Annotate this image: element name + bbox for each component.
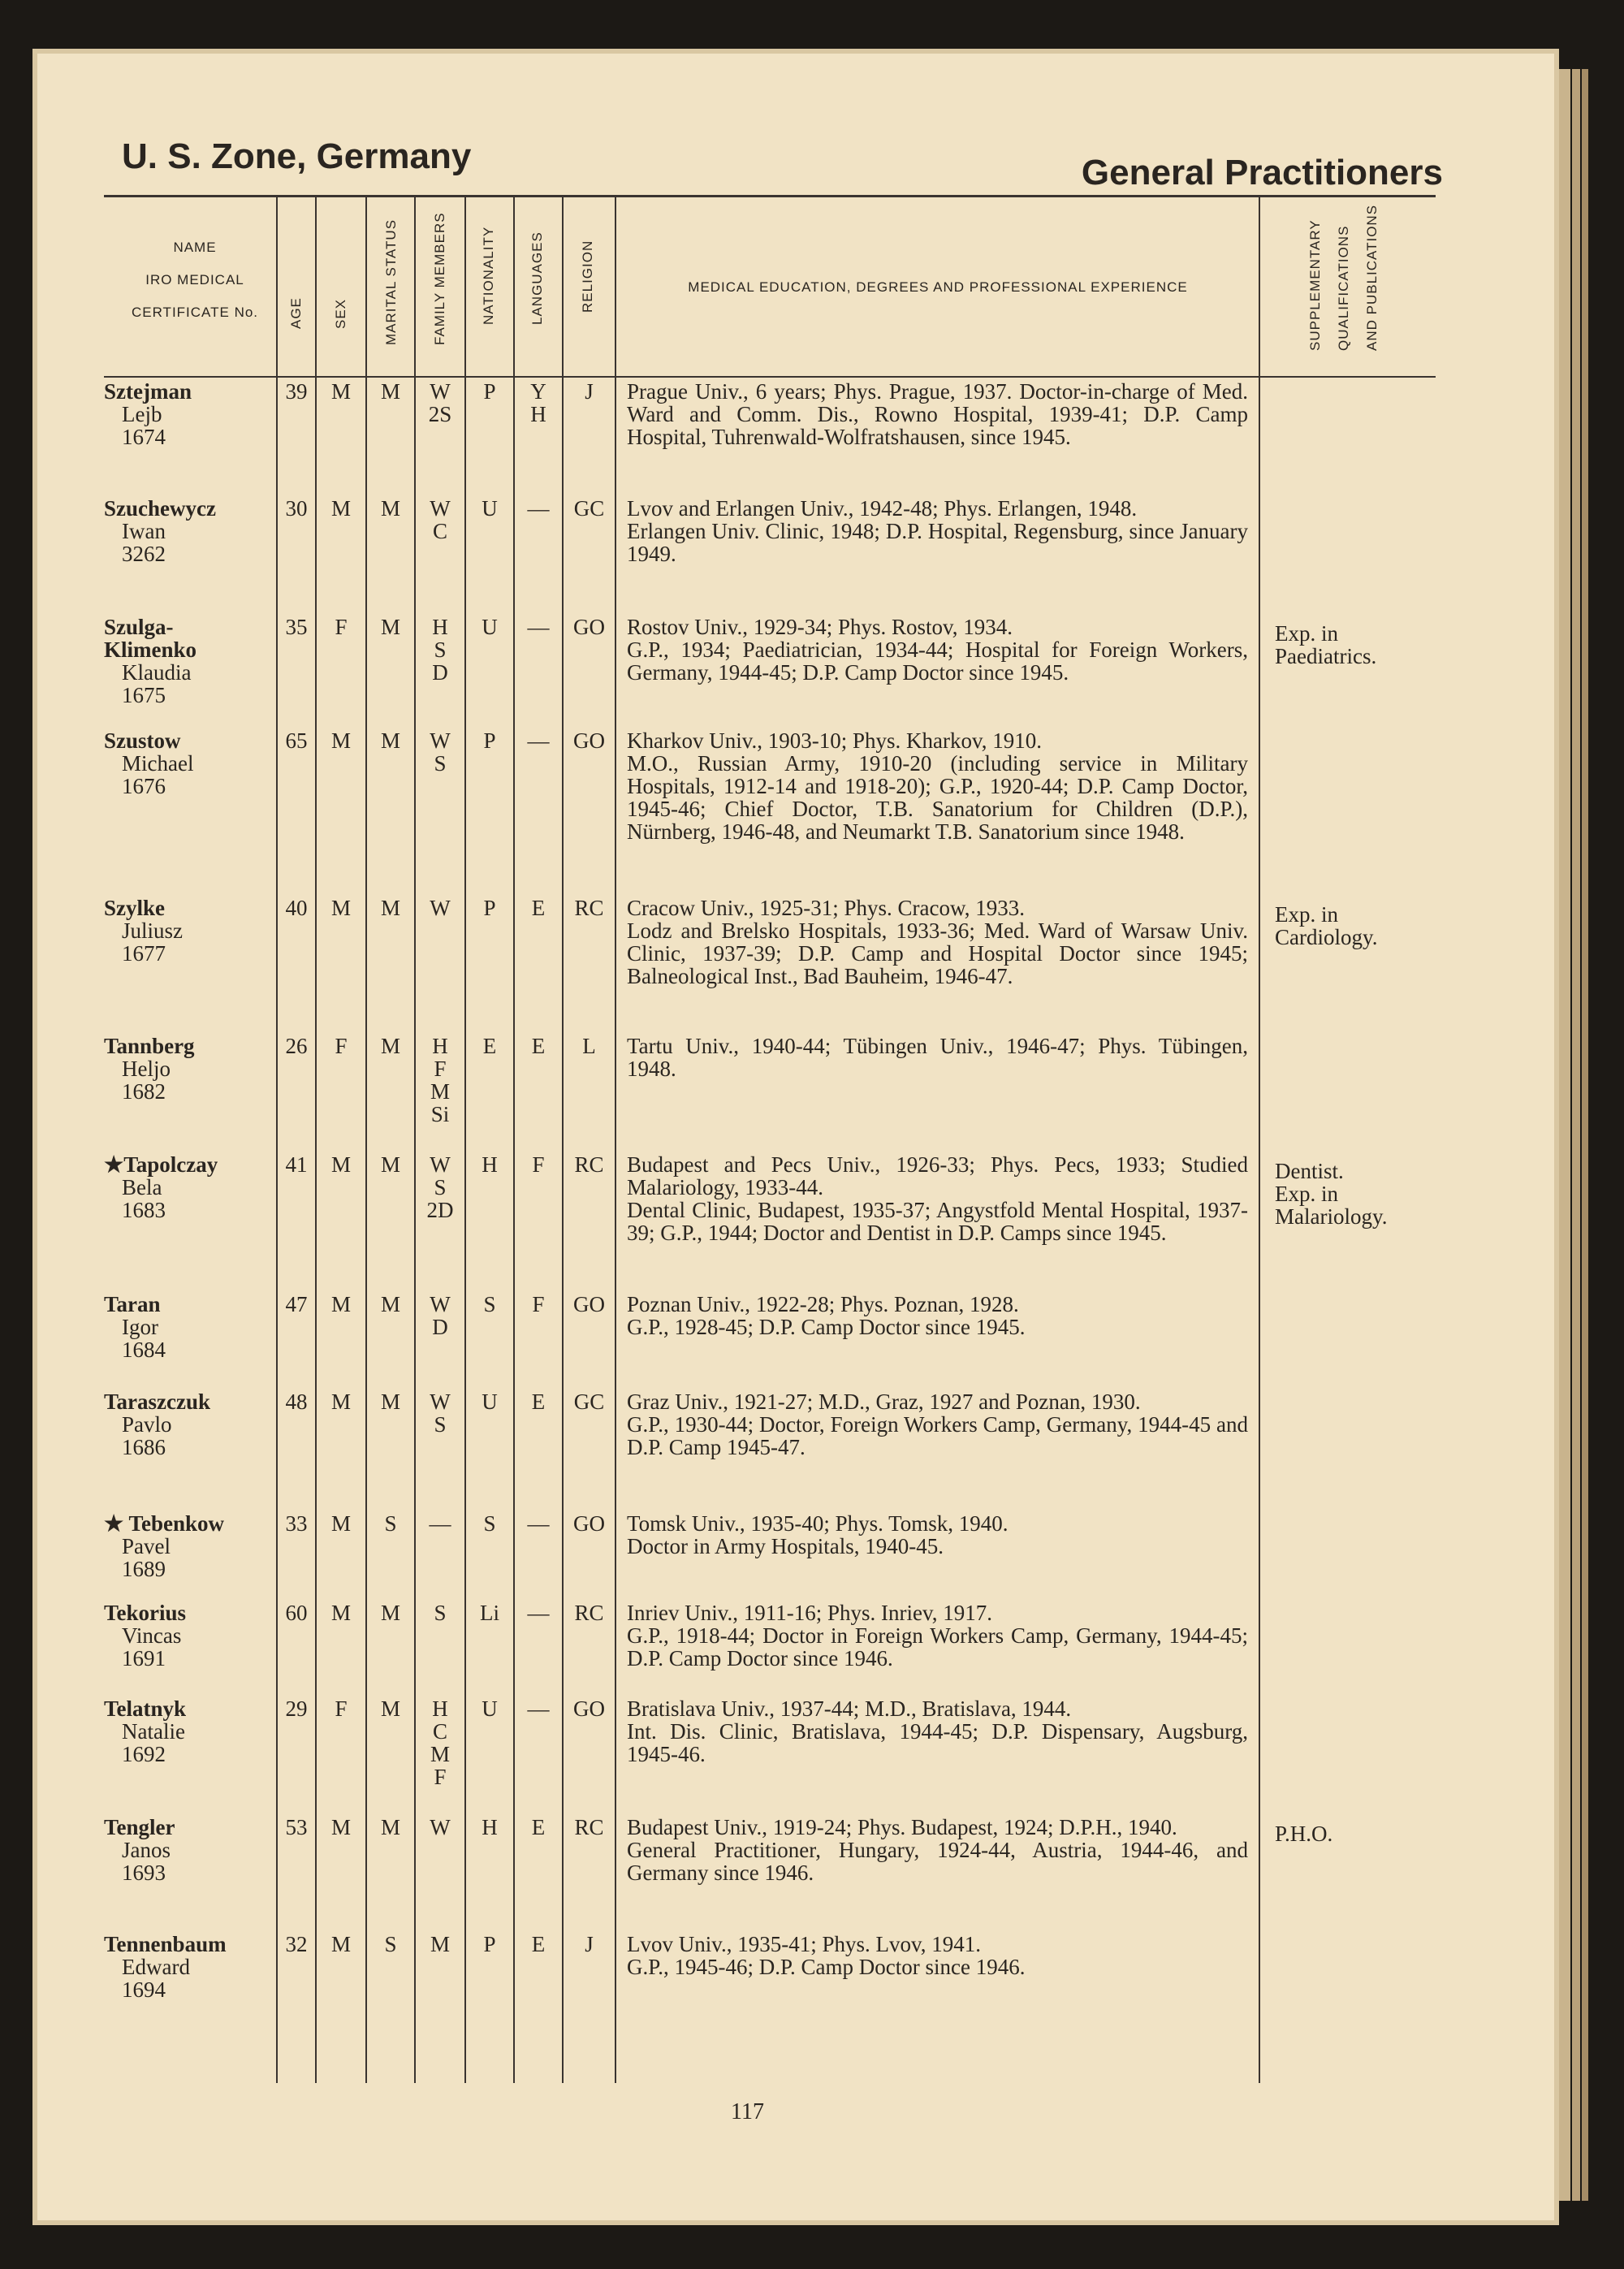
education-experience: Inriev Univ., 1911-16; Phys. Inriev, 1917. G.P., 1918-44; Doctor in Foreign Workers Camp, Germany, 1944-45; D.P. Camp Doctor since 1946. [627, 1601, 1248, 1670]
religion-value: GO [573, 1696, 605, 1721]
certificate-number: 1691 [122, 1646, 166, 1670]
supp-column-header-line: SUPPLEMENTARY [1307, 219, 1323, 351]
marital-status-value: M [380, 1292, 400, 1316]
column-divider [414, 195, 416, 2083]
physician-surname: ★ Tebenkow [104, 1511, 225, 1536]
languages-value: — [527, 728, 550, 753]
education-experience: Tartu Univ., 1940-44; Tübingen Univ., 1946-47; Phys. Tübingen, 1948. [627, 1034, 1248, 1081]
education-experience: Bratislava Univ., 1937-44; M.D., Bratislava, 1944. Int. Dis. Clinic, Bratislava, 1944-45; D.P. Dispensary, Augsburg, 1945-46. [627, 1696, 1248, 1766]
age-column-header: AGE [288, 297, 304, 329]
education-experience: Rostov Univ., 1929-34; Phys. Rostov, 1934. G.P., 1934; Paediatrician, 1934-44; Hospital for Foreign Workers, Germany, 1944-45; D.P. Camp Doctor since 1945. [627, 615, 1248, 685]
certificate-number: 1676 [122, 774, 166, 798]
certificate-number: 1684 [122, 1338, 166, 1362]
physician-surname: Telatnyk [104, 1696, 187, 1721]
languages-value: F [532, 1292, 545, 1316]
age-value: 26 [285, 1034, 308, 1058]
marital-status-value: M [380, 1152, 400, 1177]
physician-given-name: Iwan [122, 519, 166, 543]
religion-column-header: RELIGION [580, 240, 595, 313]
column-divider [562, 195, 564, 2083]
age-value: 33 [285, 1511, 308, 1536]
supplementary-qualifications: Exp. in Paediatrics. [1275, 621, 1377, 668]
sex-value: F [335, 1696, 348, 1721]
marital-status-value: M [380, 496, 400, 521]
sex-value: M [330, 1601, 351, 1625]
physician-given-name: Natalie [122, 1719, 185, 1744]
age-value: 41 [285, 1152, 308, 1177]
family-members-value: H C M F [430, 1696, 450, 1789]
physician-given-name: Vincas [122, 1623, 182, 1648]
family-members-value: S [434, 1601, 447, 1625]
family-members-value: W S [430, 728, 451, 776]
languages-value: E [531, 1932, 546, 1956]
nationality-value: P [483, 1932, 496, 1956]
physician-given-name: Pavlo [122, 1412, 172, 1437]
family-members-value: W [430, 1815, 451, 1839]
education-column-header: MEDICAL EDUCATION, DEGREES AND PROFESSIONAL EXPERIENCE [688, 279, 1188, 295]
marital-status-value: M [380, 1815, 400, 1839]
nationality-value: E [482, 1034, 497, 1058]
sex-value: F [335, 1034, 348, 1058]
sex-value: M [330, 896, 351, 920]
languages-value: Y H [530, 379, 546, 426]
column-divider [365, 195, 367, 2083]
marital-status-value: M [380, 379, 400, 404]
languages-value: — [527, 496, 550, 521]
physician-surname: Taraszczuk [104, 1389, 211, 1414]
education-experience: Graz Univ., 1921-27; M.D., Graz, 1927 and Poznan, 1930. G.P., 1930-44; Doctor, Foreign Workers Camp, Germany, 1944-45 and D.P. Camp 1945-47. [627, 1389, 1248, 1459]
education-experience: Lvov and Erlangen Univ., 1942-48; Phys. Erlangen, 1948. Erlangen Univ. Clinic, 1948; D.P. Hospital, Regensburg, since January 1949. [627, 496, 1248, 566]
nationality-value: U [482, 615, 498, 639]
nationality-value: S [483, 1511, 496, 1536]
header-line: CERTIFICATE No. [131, 305, 259, 320]
languages-value: E [531, 896, 546, 920]
family-members-value: — [429, 1511, 451, 1536]
certificate-number: 1682 [122, 1079, 166, 1104]
page-edge [1559, 69, 1570, 2201]
marital-status-value: M [380, 728, 400, 753]
nationality-value: U [482, 496, 498, 521]
column-divider [464, 195, 466, 2083]
languages-value: E [531, 1034, 546, 1058]
family-members-value: H S D [432, 615, 448, 685]
age-value: 30 [285, 496, 308, 521]
header-line: NAME [173, 240, 217, 255]
languages-value: — [527, 1696, 550, 1721]
physician-given-name: Edward [122, 1955, 190, 1979]
religion-value: RC [574, 1601, 604, 1625]
certificate-number: 3262 [122, 542, 166, 566]
physician-surname: Tekorius [104, 1601, 187, 1625]
nationality-value: H [482, 1152, 498, 1177]
page-edge [1582, 69, 1588, 2201]
physician-given-name: Pavel [122, 1534, 171, 1558]
sex-value: M [330, 496, 351, 521]
physician-surname: Szylke [104, 896, 166, 920]
education-experience: Tomsk Univ., 1935-40; Phys. Tomsk, 1940. Doctor in Army Hospitals, 1940-45. [627, 1511, 1009, 1558]
header-rule [104, 376, 1436, 378]
physician-surname: Szulga- Klimenko [104, 615, 197, 662]
religion-value: GO [573, 1511, 605, 1536]
marital-status-value: M [380, 1696, 400, 1721]
education-experience: Cracow Univ., 1925-31; Phys. Cracow, 1933. Lodz and Brelsko Hospitals, 1933-36; Med. Ward of Warsaw Univ. Clinic, 1937-39; D.P. Camp and Hospital Doctor since 1945; Balneological Inst., Bad Bauheim, 1946-47. [627, 896, 1248, 988]
certificate-number: 1677 [122, 941, 166, 966]
languages-value: — [527, 1511, 550, 1536]
physician-given-name: Janos [122, 1838, 171, 1862]
certificate-number: 1674 [122, 425, 166, 449]
age-value: 32 [285, 1932, 308, 1956]
languages-value: — [527, 615, 550, 639]
age-value: 35 [285, 615, 308, 639]
nationality-value: S [483, 1292, 496, 1316]
physician-given-name: Heljo [122, 1057, 171, 1081]
physician-given-name: Bela [122, 1175, 162, 1199]
marital-status-value: M [380, 896, 400, 920]
sex-value: M [330, 1389, 351, 1414]
page-edge [1572, 69, 1580, 2201]
page-number: 117 [731, 2099, 764, 2124]
religion-value: GC [573, 496, 605, 521]
family-members-value: M [430, 1932, 450, 1956]
nationality-value: H [482, 1815, 498, 1839]
education-experience: Prague Univ., 6 years; Phys. Prague, 1937. Doctor-in-charge of Med. Ward and Comm. Dis., Rowno Hospital, 1939-41; D.P. Camp Hospital, Tuhrenwald-Wolfratshausen, since 1945. [627, 379, 1248, 449]
religion-value: RC [574, 896, 604, 920]
column-divider [315, 195, 317, 2083]
certificate-number: 1693 [122, 1861, 166, 1885]
marital-column-header: MARITAL STATUS [383, 218, 399, 345]
sex-value: M [330, 379, 351, 404]
age-value: 48 [285, 1389, 308, 1414]
certificate-number: 1692 [122, 1742, 166, 1766]
nationality-column-header: NATIONALITY [481, 226, 496, 325]
sex-value: M [330, 1292, 351, 1316]
languages-value: E [531, 1389, 546, 1414]
sex-value: M [330, 1511, 351, 1536]
top-rule [104, 195, 1436, 197]
physician-surname: Tengler [104, 1815, 175, 1839]
age-value: 39 [285, 379, 308, 404]
education-experience: Kharkov Univ., 1903-10; Phys. Kharkov, 1910. M.O., Russian Army, 1910-20 (including service in Military Hospitals, 1912-14 and 1918-20); G.P., 1920-44; D.P. Camp Doctor, 1945-46; Chief Doctor, T.B. Sanatorium for Children (D.P.), Nürnberg, 1946-48, and Neumarkt T.B. Sanatorium since 1948. [627, 728, 1248, 844]
age-value: 60 [285, 1601, 308, 1625]
supplementary-qualifications: Exp. in Cardiology. [1275, 902, 1378, 949]
education-experience: Lvov Univ., 1935-41; Phys. Lvov, 1941. G.P., 1945-46; D.P. Camp Doctor since 1946. [627, 1932, 1026, 1979]
family-members-value: W 2S [428, 379, 452, 426]
column-divider [615, 195, 616, 2083]
marital-status-value: M [380, 615, 400, 639]
certificate-number: 1689 [122, 1557, 166, 1581]
supplementary-qualifications: P.H.O. [1275, 1822, 1333, 1846]
sex-value: F [335, 615, 348, 639]
physician-given-name: Klaudia [122, 660, 192, 685]
physician-given-name: Juliusz [122, 918, 184, 943]
age-value: 40 [285, 896, 308, 920]
name-column-header [122, 231, 268, 329]
sex-value: M [330, 728, 351, 753]
religion-value: J [585, 1932, 594, 1956]
sex-column-header: SEX [333, 298, 348, 329]
languages-value: F [532, 1152, 545, 1177]
family-members-value: W S [430, 1389, 451, 1437]
religion-value: L [582, 1034, 596, 1058]
physician-given-name: Michael [122, 751, 194, 776]
supp-column-header-line: QUALIFICATIONS [1336, 225, 1351, 351]
religion-value: RC [574, 1815, 604, 1839]
religion-value: J [585, 379, 594, 404]
certificate-number: 1694 [122, 1977, 166, 2002]
sex-value: M [330, 1815, 351, 1839]
column-divider [276, 195, 278, 2083]
religion-value: GO [573, 615, 605, 639]
family-members-value: W [430, 896, 451, 920]
nationality-value: P [483, 379, 496, 404]
languages-value: E [531, 1815, 546, 1839]
marital-status-value: S [384, 1932, 397, 1956]
nationality-value: U [482, 1696, 498, 1721]
physician-surname: Szuchewycz [104, 496, 216, 521]
education-experience: Budapest Univ., 1919-24; Phys. Budapest, 1924; D.P.H., 1940. General Practitioner, Hungary, 1924-44, Austria, 1944-46, and Germany since 1946. [627, 1815, 1248, 1885]
languages-value: — [527, 1601, 550, 1625]
age-value: 53 [285, 1815, 308, 1839]
religion-value: RC [574, 1152, 604, 1177]
supplementary-qualifications: Dentist. Exp. in Malariology. [1275, 1159, 1388, 1229]
certificate-number: 1675 [122, 683, 166, 707]
age-value: 47 [285, 1292, 308, 1316]
marital-status-value: M [380, 1389, 400, 1414]
sex-value: M [330, 1152, 351, 1177]
nationality-value: P [483, 896, 496, 920]
marital-status-value: M [380, 1034, 400, 1058]
age-value: 29 [285, 1696, 308, 1721]
nationality-value: U [482, 1389, 498, 1414]
physician-surname: ★Tapolczay [104, 1152, 218, 1177]
religion-value: GO [573, 728, 605, 753]
education-experience: Budapest and Pecs Univ., 1926-33; Phys. Pecs, 1933; Studied Malariology, 1933-44. Dental Clinic, Budapest, 1935-37; Angystfold Mental Hospital, 1937-39; G.P., 1944; Doctor and Dentist in D.P. Camps since 1945. [627, 1152, 1248, 1245]
section-heading: General Practitioners [1081, 153, 1443, 192]
family-members-value: W S 2D [426, 1152, 454, 1222]
marital-status-value: S [384, 1511, 397, 1536]
education-experience: Poznan Univ., 1922-28; Phys. Poznan, 1928. G.P., 1928-45; D.P. Camp Doctor since 1945. [627, 1292, 1026, 1339]
nationality-value: P [483, 728, 496, 753]
column-divider [513, 195, 515, 2083]
certificate-number: 1686 [122, 1435, 166, 1459]
book-page [32, 49, 1559, 2225]
physician-surname: Taran [104, 1292, 161, 1316]
languages-column-header: LANGUAGES [529, 231, 545, 325]
family-members-value: W C [430, 496, 451, 543]
physician-surname: Sztejman [104, 379, 192, 404]
age-value: 65 [285, 728, 308, 753]
nationality-value: Li [480, 1601, 499, 1625]
supp-column-header-line: AND PUBLICATIONS [1364, 204, 1380, 351]
physician-surname: Tennenbaum [104, 1932, 227, 1956]
religion-value: GC [573, 1389, 605, 1414]
family-members-value: W D [430, 1292, 451, 1339]
physician-given-name: Lejb [122, 402, 162, 426]
certificate-number: 1683 [122, 1198, 166, 1222]
header-line: IRO MEDICAL [145, 272, 244, 287]
physician-given-name: Igor [122, 1315, 158, 1339]
family-column-header: FAMILY MEMBERS [432, 212, 447, 345]
column-divider [1259, 195, 1260, 2083]
physician-surname: Szustow [104, 728, 181, 753]
sex-value: M [330, 1932, 351, 1956]
zone-heading: U. S. Zone, Germany [122, 136, 472, 176]
physician-surname: Tannberg [104, 1034, 195, 1058]
religion-value: GO [573, 1292, 605, 1316]
family-members-value: H F M Si [430, 1034, 450, 1126]
marital-status-value: M [380, 1601, 400, 1625]
